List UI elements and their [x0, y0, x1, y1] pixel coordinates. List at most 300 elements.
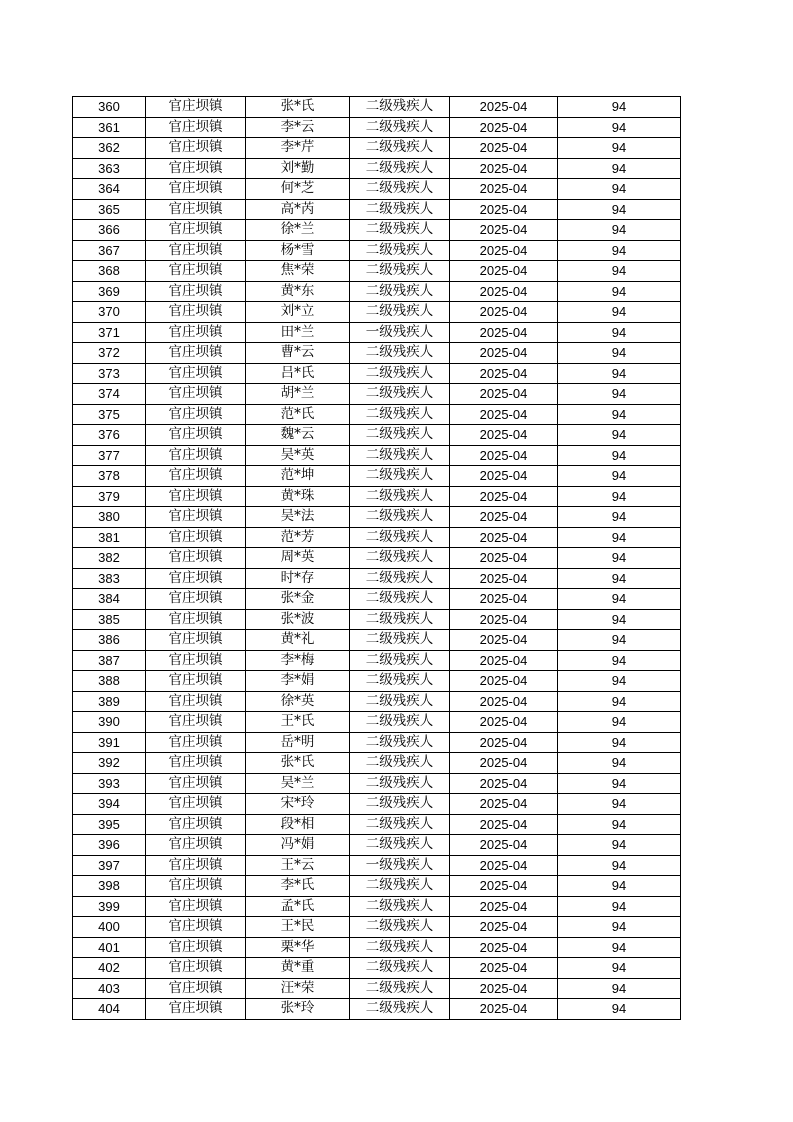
payment-month-cell: 2025-04 [450, 896, 558, 917]
subsidy-amount-cell: 94 [558, 302, 681, 323]
town-cell: 官庄坝镇 [146, 527, 246, 548]
payment-month-cell: 2025-04 [450, 937, 558, 958]
subsidy-amount-cell: 94 [558, 589, 681, 610]
subsidy-amount-cell: 94 [558, 671, 681, 692]
disability-category-cell: 一级残疾人 [350, 322, 450, 343]
disability-category-cell: 二级残疾人 [350, 384, 450, 405]
person-name-cell: 杨*雪 [246, 240, 350, 261]
row-number-cell: 393 [73, 773, 146, 794]
disability-category-cell: 二级残疾人 [350, 363, 450, 384]
row-number-cell: 391 [73, 732, 146, 753]
subsidy-amount-cell: 94 [558, 466, 681, 487]
subsidy-amount-cell: 94 [558, 855, 681, 876]
town-cell: 官庄坝镇 [146, 978, 246, 999]
subsidy-amount-cell: 94 [558, 773, 681, 794]
row-number-cell: 404 [73, 999, 146, 1020]
town-cell: 官庄坝镇 [146, 97, 246, 118]
payment-month-cell: 2025-04 [450, 507, 558, 528]
town-cell: 官庄坝镇 [146, 794, 246, 815]
person-name-cell: 高*芮 [246, 199, 350, 220]
row-number-cell: 399 [73, 896, 146, 917]
payment-month-cell: 2025-04 [450, 609, 558, 630]
town-cell: 官庄坝镇 [146, 179, 246, 200]
table-row [73, 322, 681, 343]
disability-category-cell: 二级残疾人 [350, 240, 450, 261]
payment-month-cell: 2025-04 [450, 589, 558, 610]
payment-month-cell: 2025-04 [450, 343, 558, 364]
table-row [73, 445, 681, 466]
row-number-cell: 377 [73, 445, 146, 466]
disability-category-cell: 二级残疾人 [350, 773, 450, 794]
subsidy-amount-cell: 94 [558, 732, 681, 753]
disability-category-cell: 二级残疾人 [350, 199, 450, 220]
subsidy-amount-cell: 94 [558, 814, 681, 835]
person-name-cell: 栗*华 [246, 937, 350, 958]
person-name-cell: 刘*立 [246, 302, 350, 323]
person-name-cell: 魏*云 [246, 425, 350, 446]
table-row [73, 589, 681, 610]
payment-month-cell: 2025-04 [450, 240, 558, 261]
subsidy-amount-cell: 94 [558, 138, 681, 159]
row-number-cell: 390 [73, 712, 146, 733]
disability-category-cell: 二级残疾人 [350, 671, 450, 692]
table-row [73, 958, 681, 979]
person-name-cell: 焦*荣 [246, 261, 350, 282]
table-row [73, 466, 681, 487]
town-cell: 官庄坝镇 [146, 650, 246, 671]
row-number-cell: 397 [73, 855, 146, 876]
row-number-cell: 382 [73, 548, 146, 569]
table-row [73, 425, 681, 446]
town-cell: 官庄坝镇 [146, 138, 246, 159]
disability-category-cell: 二级残疾人 [350, 609, 450, 630]
payment-month-cell: 2025-04 [450, 732, 558, 753]
disability-category-cell: 二级残疾人 [350, 732, 450, 753]
row-number-cell: 385 [73, 609, 146, 630]
person-name-cell: 张*氏 [246, 753, 350, 774]
payment-month-cell: 2025-04 [450, 630, 558, 651]
subsidy-amount-cell: 94 [558, 261, 681, 282]
row-number-cell: 368 [73, 261, 146, 282]
subsidy-amount-cell: 94 [558, 97, 681, 118]
row-number-cell: 371 [73, 322, 146, 343]
town-cell: 官庄坝镇 [146, 999, 246, 1020]
table-row [73, 97, 681, 118]
subsidy-amount-cell: 94 [558, 445, 681, 466]
payment-month-cell: 2025-04 [450, 999, 558, 1020]
table-row [73, 179, 681, 200]
person-name-cell: 张*氏 [246, 97, 350, 118]
disability-category-cell: 二级残疾人 [350, 445, 450, 466]
subsidy-amount-cell: 94 [558, 835, 681, 856]
table-row [73, 261, 681, 282]
payment-month-cell: 2025-04 [450, 158, 558, 179]
person-name-cell: 李*氏 [246, 876, 350, 897]
disability-category-cell: 二级残疾人 [350, 794, 450, 815]
disability-category-cell: 二级残疾人 [350, 896, 450, 917]
payment-month-cell: 2025-04 [450, 917, 558, 938]
table-row [73, 158, 681, 179]
subsidy-amount-cell: 94 [558, 568, 681, 589]
person-name-cell: 李*云 [246, 117, 350, 138]
disability-category-cell: 二级残疾人 [350, 425, 450, 446]
person-name-cell: 范*芳 [246, 527, 350, 548]
payment-month-cell: 2025-04 [450, 425, 558, 446]
table-row [73, 712, 681, 733]
payment-month-cell: 2025-04 [450, 220, 558, 241]
payment-month-cell: 2025-04 [450, 691, 558, 712]
subsidy-amount-cell: 94 [558, 691, 681, 712]
subsidy-amount-cell: 94 [558, 999, 681, 1020]
subsidy-amount-cell: 94 [558, 548, 681, 569]
payment-month-cell: 2025-04 [450, 384, 558, 405]
subsidy-amount-cell: 94 [558, 609, 681, 630]
row-number-cell: 384 [73, 589, 146, 610]
town-cell: 官庄坝镇 [146, 466, 246, 487]
subsidy-amount-cell: 94 [558, 220, 681, 241]
town-cell: 官庄坝镇 [146, 835, 246, 856]
row-number-cell: 394 [73, 794, 146, 815]
table-row [73, 220, 681, 241]
table-row [73, 568, 681, 589]
payment-month-cell: 2025-04 [450, 650, 558, 671]
row-number-cell: 389 [73, 691, 146, 712]
town-cell: 官庄坝镇 [146, 855, 246, 876]
payment-month-cell: 2025-04 [450, 404, 558, 425]
disability-category-cell: 二级残疾人 [350, 876, 450, 897]
table-row [73, 978, 681, 999]
payment-month-cell: 2025-04 [450, 322, 558, 343]
row-number-cell: 401 [73, 937, 146, 958]
row-number-cell: 403 [73, 978, 146, 999]
row-number-cell: 402 [73, 958, 146, 979]
subsidy-amount-cell: 94 [558, 630, 681, 651]
payment-month-cell: 2025-04 [450, 958, 558, 979]
disability-category-cell: 二级残疾人 [350, 507, 450, 528]
roster-table-body [73, 97, 681, 1020]
town-cell: 官庄坝镇 [146, 876, 246, 897]
payment-month-cell: 2025-04 [450, 445, 558, 466]
disability-category-cell: 二级残疾人 [350, 179, 450, 200]
person-name-cell: 王*民 [246, 917, 350, 938]
disability-category-cell: 二级残疾人 [350, 466, 450, 487]
disability-category-cell: 二级残疾人 [350, 814, 450, 835]
subsidy-amount-cell: 94 [558, 527, 681, 548]
person-name-cell: 岳*明 [246, 732, 350, 753]
table-row [73, 630, 681, 651]
person-name-cell: 冯*娟 [246, 835, 350, 856]
row-number-cell: 372 [73, 343, 146, 364]
table-row [73, 609, 681, 630]
disability-category-cell: 二级残疾人 [350, 220, 450, 241]
row-number-cell: 396 [73, 835, 146, 856]
payment-month-cell: 2025-04 [450, 466, 558, 487]
disability-category-cell: 一级残疾人 [350, 855, 450, 876]
disability-category-cell: 二级残疾人 [350, 158, 450, 179]
payment-month-cell: 2025-04 [450, 486, 558, 507]
subsidy-amount-cell: 94 [558, 794, 681, 815]
disability-category-cell: 二级残疾人 [350, 261, 450, 282]
row-number-cell: 388 [73, 671, 146, 692]
payment-month-cell: 2025-04 [450, 835, 558, 856]
person-name-cell: 徐*兰 [246, 220, 350, 241]
payment-month-cell: 2025-04 [450, 138, 558, 159]
row-number-cell: 381 [73, 527, 146, 548]
subsidy-amount-cell: 94 [558, 363, 681, 384]
person-name-cell: 黄*东 [246, 281, 350, 302]
subsidy-amount-cell: 94 [558, 507, 681, 528]
row-number-cell: 365 [73, 199, 146, 220]
payment-month-cell: 2025-04 [450, 527, 558, 548]
town-cell: 官庄坝镇 [146, 671, 246, 692]
person-name-cell: 黄*重 [246, 958, 350, 979]
town-cell: 官庄坝镇 [146, 158, 246, 179]
town-cell: 官庄坝镇 [146, 322, 246, 343]
payment-month-cell: 2025-04 [450, 117, 558, 138]
disability-category-cell: 二级残疾人 [350, 117, 450, 138]
town-cell: 官庄坝镇 [146, 117, 246, 138]
person-name-cell: 曹*云 [246, 343, 350, 364]
disability-category-cell: 二级残疾人 [350, 835, 450, 856]
payment-month-cell: 2025-04 [450, 876, 558, 897]
table-row [73, 527, 681, 548]
row-number-cell: 364 [73, 179, 146, 200]
town-cell: 官庄坝镇 [146, 732, 246, 753]
person-name-cell: 黄*珠 [246, 486, 350, 507]
row-number-cell: 378 [73, 466, 146, 487]
row-number-cell: 376 [73, 425, 146, 446]
person-name-cell: 时*存 [246, 568, 350, 589]
town-cell: 官庄坝镇 [146, 917, 246, 938]
table-row [73, 199, 681, 220]
town-cell: 官庄坝镇 [146, 937, 246, 958]
table-row [73, 507, 681, 528]
town-cell: 官庄坝镇 [146, 691, 246, 712]
person-name-cell: 张*金 [246, 589, 350, 610]
subsidy-amount-cell: 94 [558, 712, 681, 733]
table-row [73, 404, 681, 425]
table-row [73, 896, 681, 917]
table-row [73, 343, 681, 364]
town-cell: 官庄坝镇 [146, 548, 246, 569]
town-cell: 官庄坝镇 [146, 896, 246, 917]
table-row [73, 302, 681, 323]
row-number-cell: 392 [73, 753, 146, 774]
person-name-cell: 徐*英 [246, 691, 350, 712]
table-row [73, 138, 681, 159]
person-name-cell: 刘*勤 [246, 158, 350, 179]
subsidy-amount-cell: 94 [558, 650, 681, 671]
person-name-cell: 胡*兰 [246, 384, 350, 405]
row-number-cell: 398 [73, 876, 146, 897]
person-name-cell: 李*芹 [246, 138, 350, 159]
table-row [73, 999, 681, 1020]
table-row [73, 732, 681, 753]
town-cell: 官庄坝镇 [146, 445, 246, 466]
table-row [73, 384, 681, 405]
person-name-cell: 孟*氏 [246, 896, 350, 917]
subsidy-amount-cell: 94 [558, 486, 681, 507]
disability-category-cell: 二级残疾人 [350, 753, 450, 774]
disability-category-cell: 二级残疾人 [350, 527, 450, 548]
subsidy-amount-cell: 94 [558, 404, 681, 425]
subsidy-amount-cell: 94 [558, 978, 681, 999]
person-name-cell: 段*相 [246, 814, 350, 835]
subsidy-amount-cell: 94 [558, 117, 681, 138]
person-name-cell: 王*氏 [246, 712, 350, 733]
payment-month-cell: 2025-04 [450, 261, 558, 282]
subsidy-amount-cell: 94 [558, 199, 681, 220]
disability-category-cell: 二级残疾人 [350, 302, 450, 323]
row-number-cell: 370 [73, 302, 146, 323]
town-cell: 官庄坝镇 [146, 425, 246, 446]
table-row [73, 937, 681, 958]
person-name-cell: 吴*兰 [246, 773, 350, 794]
town-cell: 官庄坝镇 [146, 199, 246, 220]
town-cell: 官庄坝镇 [146, 302, 246, 323]
table-row [73, 486, 681, 507]
row-number-cell: 383 [73, 568, 146, 589]
payment-month-cell: 2025-04 [450, 753, 558, 774]
payment-month-cell: 2025-04 [450, 773, 558, 794]
town-cell: 官庄坝镇 [146, 363, 246, 384]
disability-category-cell: 二级残疾人 [350, 712, 450, 733]
disability-category-cell: 二级残疾人 [350, 97, 450, 118]
person-name-cell: 王*云 [246, 855, 350, 876]
person-name-cell: 范*氏 [246, 404, 350, 425]
town-cell: 官庄坝镇 [146, 568, 246, 589]
person-name-cell: 李*梅 [246, 650, 350, 671]
row-number-cell: 367 [73, 240, 146, 261]
row-number-cell: 373 [73, 363, 146, 384]
row-number-cell: 361 [73, 117, 146, 138]
disability-category-cell: 二级残疾人 [350, 138, 450, 159]
town-cell: 官庄坝镇 [146, 404, 246, 425]
subsidy-amount-cell: 94 [558, 158, 681, 179]
subsidy-amount-cell: 94 [558, 179, 681, 200]
town-cell: 官庄坝镇 [146, 814, 246, 835]
payment-month-cell: 2025-04 [450, 97, 558, 118]
town-cell: 官庄坝镇 [146, 753, 246, 774]
disability-category-cell: 二级残疾人 [350, 486, 450, 507]
person-name-cell: 黄*礼 [246, 630, 350, 651]
town-cell: 官庄坝镇 [146, 240, 246, 261]
subsidy-amount-cell: 94 [558, 322, 681, 343]
town-cell: 官庄坝镇 [146, 589, 246, 610]
table-row [73, 794, 681, 815]
table-row [73, 917, 681, 938]
table-row [73, 691, 681, 712]
payment-month-cell: 2025-04 [450, 568, 558, 589]
person-name-cell: 何*芝 [246, 179, 350, 200]
subsidy-amount-cell: 94 [558, 876, 681, 897]
payment-month-cell: 2025-04 [450, 814, 558, 835]
disability-category-cell: 二级残疾人 [350, 343, 450, 364]
disability-category-cell: 二级残疾人 [350, 548, 450, 569]
subsidy-amount-cell: 94 [558, 917, 681, 938]
town-cell: 官庄坝镇 [146, 343, 246, 364]
disability-category-cell: 二级残疾人 [350, 917, 450, 938]
disability-category-cell: 二级残疾人 [350, 691, 450, 712]
subsidy-amount-cell: 94 [558, 281, 681, 302]
person-name-cell: 田*兰 [246, 322, 350, 343]
subsidy-amount-cell: 94 [558, 343, 681, 364]
subsidy-amount-cell: 94 [558, 896, 681, 917]
person-name-cell: 吕*氏 [246, 363, 350, 384]
table-row [73, 117, 681, 138]
payment-month-cell: 2025-04 [450, 363, 558, 384]
row-number-cell: 400 [73, 917, 146, 938]
table-row [73, 753, 681, 774]
town-cell: 官庄坝镇 [146, 773, 246, 794]
person-name-cell: 周*英 [246, 548, 350, 569]
row-number-cell: 380 [73, 507, 146, 528]
row-number-cell: 379 [73, 486, 146, 507]
town-cell: 官庄坝镇 [146, 486, 246, 507]
town-cell: 官庄坝镇 [146, 281, 246, 302]
person-name-cell: 汪*荣 [246, 978, 350, 999]
town-cell: 官庄坝镇 [146, 630, 246, 651]
row-number-cell: 369 [73, 281, 146, 302]
table-row [73, 855, 681, 876]
disability-category-cell: 二级残疾人 [350, 568, 450, 589]
payment-month-cell: 2025-04 [450, 179, 558, 200]
town-cell: 官庄坝镇 [146, 507, 246, 528]
table-row [73, 363, 681, 384]
payment-month-cell: 2025-04 [450, 712, 558, 733]
subsidy-amount-cell: 94 [558, 958, 681, 979]
table-row [73, 240, 681, 261]
disability-category-cell: 二级残疾人 [350, 650, 450, 671]
table-row [73, 876, 681, 897]
subsidy-amount-cell: 94 [558, 384, 681, 405]
table-row [73, 773, 681, 794]
table-row [73, 548, 681, 569]
town-cell: 官庄坝镇 [146, 958, 246, 979]
disability-category-cell: 二级残疾人 [350, 281, 450, 302]
table-row [73, 281, 681, 302]
payment-month-cell: 2025-04 [450, 548, 558, 569]
payment-month-cell: 2025-04 [450, 281, 558, 302]
disability-category-cell: 二级残疾人 [350, 589, 450, 610]
town-cell: 官庄坝镇 [146, 220, 246, 241]
payment-month-cell: 2025-04 [450, 978, 558, 999]
row-number-cell: 366 [73, 220, 146, 241]
town-cell: 官庄坝镇 [146, 609, 246, 630]
disability-category-cell: 二级残疾人 [350, 630, 450, 651]
subsidy-amount-cell: 94 [558, 937, 681, 958]
row-number-cell: 387 [73, 650, 146, 671]
payment-month-cell: 2025-04 [450, 199, 558, 220]
payment-month-cell: 2025-04 [450, 794, 558, 815]
row-number-cell: 395 [73, 814, 146, 835]
payment-month-cell: 2025-04 [450, 671, 558, 692]
table-row [73, 835, 681, 856]
disability-category-cell: 二级残疾人 [350, 937, 450, 958]
person-name-cell: 宋*玲 [246, 794, 350, 815]
subsidy-amount-cell: 94 [558, 753, 681, 774]
disability-category-cell: 二级残疾人 [350, 999, 450, 1020]
row-number-cell: 362 [73, 138, 146, 159]
subsidy-roster-table [72, 96, 681, 1020]
table-row [73, 650, 681, 671]
subsidy-amount-cell: 94 [558, 425, 681, 446]
subsidy-amount-cell: 94 [558, 240, 681, 261]
person-name-cell: 李*娟 [246, 671, 350, 692]
payment-month-cell: 2025-04 [450, 302, 558, 323]
disability-category-cell: 二级残疾人 [350, 978, 450, 999]
disability-category-cell: 二级残疾人 [350, 404, 450, 425]
